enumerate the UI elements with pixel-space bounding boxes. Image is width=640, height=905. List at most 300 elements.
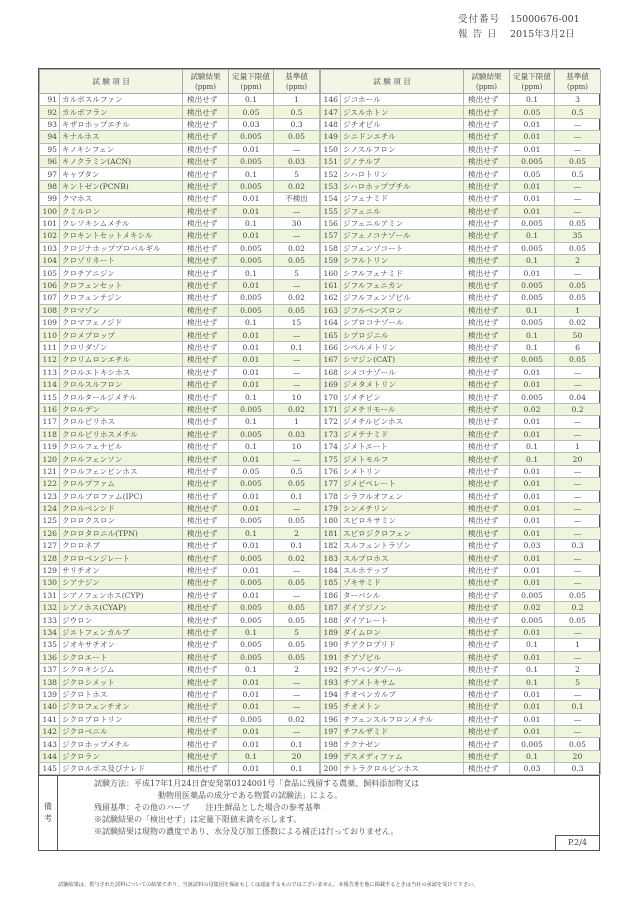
table-row xyxy=(321,230,601,242)
standard-value: 0.02 xyxy=(274,552,320,564)
item-name: クロルベンシド xyxy=(60,502,183,514)
table-row xyxy=(321,205,601,217)
quantitation-limit: 0.1 xyxy=(229,391,274,403)
standard-value: 0.04 xyxy=(555,391,601,403)
standard-value: — xyxy=(274,378,320,390)
table-row xyxy=(321,626,601,638)
test-result: 検出せず xyxy=(464,663,510,675)
test-result: 検出せず xyxy=(183,106,229,118)
test-result: 検出せず xyxy=(183,217,229,229)
item-name: シプロコナゾール xyxy=(341,317,464,329)
test-result: 検出せず xyxy=(464,329,510,341)
item-name: クミルロン xyxy=(60,205,183,217)
standard-value: — xyxy=(555,267,601,279)
item-name: ジノテルブ xyxy=(341,155,464,167)
row-number: 156 xyxy=(321,217,341,229)
test-result: 検出せず xyxy=(464,651,510,663)
item-name: ジフルフェニカン xyxy=(341,279,464,291)
row-number: 141 xyxy=(40,713,60,725)
table-row xyxy=(40,465,320,477)
quantitation-limit: 0.1 xyxy=(229,750,274,762)
table-row xyxy=(40,440,320,452)
quantitation-limit: 0.01 xyxy=(229,341,274,353)
table-row xyxy=(40,255,320,267)
item-name: ジフェニル xyxy=(341,205,464,217)
standard-value: — xyxy=(274,279,320,291)
test-result: 検出せず xyxy=(183,763,229,775)
standard-value: 0.1 xyxy=(274,540,320,552)
results-table-right xyxy=(320,69,600,775)
row-number: 179 xyxy=(321,502,341,514)
standard-value: 0.05 xyxy=(555,217,601,229)
item-name: ダイアレート xyxy=(341,614,464,626)
quantitation-limit: 0.05 xyxy=(510,106,555,118)
item-name: ジクロルボス及びナレド xyxy=(60,763,183,775)
standard-value: 3 xyxy=(555,94,601,106)
row-number: 122 xyxy=(40,478,60,490)
item-name: クロフェンテジン xyxy=(60,292,183,304)
quantitation-limit: 0.1 xyxy=(229,440,274,452)
table-row xyxy=(321,292,601,304)
standard-value: — xyxy=(555,193,601,205)
test-result: 検出せず xyxy=(464,738,510,750)
quantitation-limit: 0.01 xyxy=(510,725,555,737)
report-date-label: 報 告 日 xyxy=(458,29,498,40)
quantitation-limit: 0.1 xyxy=(510,341,555,353)
table-row xyxy=(321,564,601,576)
quantitation-limit: 0.03 xyxy=(229,118,274,130)
quantitation-limit: 0.1 xyxy=(229,317,274,329)
standard-value: — xyxy=(274,564,320,576)
row-number: 144 xyxy=(40,750,60,762)
table-row xyxy=(40,738,320,750)
table-row xyxy=(40,118,320,130)
remarks-body xyxy=(58,776,599,850)
test-result: 検出せず xyxy=(464,589,510,601)
standard-value: 0.02 xyxy=(274,292,320,304)
item-name: カルボスルファン xyxy=(60,94,183,106)
standard-value: — xyxy=(274,366,320,378)
test-result: 検出せず xyxy=(464,193,510,205)
quantitation-limit: 0.005 xyxy=(229,242,274,254)
item-name: クロルプファム xyxy=(60,478,183,490)
item-name: クレソキシムメチル xyxy=(60,217,183,229)
item-name: ターバシル xyxy=(341,589,464,601)
item-name: ジスルホトン xyxy=(341,106,464,118)
item-name: シアノホス(CYAP) xyxy=(60,602,183,614)
right-table-body xyxy=(321,94,601,775)
row-number: 143 xyxy=(40,738,60,750)
table-row xyxy=(40,230,320,242)
standard-value: 0.2 xyxy=(555,602,601,614)
quantitation-limit: 0.005 xyxy=(510,292,555,304)
item-name: キナルホス xyxy=(60,131,183,143)
item-name: シニドンエチル xyxy=(341,131,464,143)
test-result: 検出せず xyxy=(183,403,229,415)
test-result: 検出せず xyxy=(183,193,229,205)
results-table-left xyxy=(39,69,320,775)
row-number: 109 xyxy=(40,317,60,329)
quantitation-limit: 0.01 xyxy=(510,131,555,143)
standard-value: 2 xyxy=(274,527,320,539)
quantitation-limit: 0.01 xyxy=(510,478,555,490)
standard-value: 0.1 xyxy=(555,701,601,713)
table-row xyxy=(321,440,601,452)
column-header-standard: 基準値 (ppm) xyxy=(274,70,320,94)
quantitation-limit: 0.03 xyxy=(510,763,555,775)
test-result: 検出せず xyxy=(464,94,510,106)
row-number: 119 xyxy=(40,440,60,452)
test-result: 検出せず xyxy=(183,626,229,638)
test-result: 検出せず xyxy=(183,255,229,267)
quantitation-limit: 0.005 xyxy=(229,304,274,316)
quantitation-limit: 0.1 xyxy=(510,676,555,688)
standard-value: 0.05 xyxy=(555,589,601,601)
row-number: 140 xyxy=(40,701,60,713)
standard-value: — xyxy=(274,688,320,700)
item-name: ジメチリモール xyxy=(341,403,464,415)
standard-value: — xyxy=(274,453,320,465)
test-result: 検出せず xyxy=(183,663,229,675)
table-row xyxy=(40,515,320,527)
test-result: 検出せず xyxy=(183,267,229,279)
item-name: キザロホップエチル xyxy=(60,118,183,130)
test-result: 検出せず xyxy=(464,540,510,552)
item-name: クロキントセットメキシル xyxy=(60,230,183,242)
standard-value: 0.05 xyxy=(274,577,320,589)
test-result: 検出せず xyxy=(183,155,229,167)
standard-value: 0.2 xyxy=(555,403,601,415)
standard-value: 0.05 xyxy=(274,131,320,143)
table-row xyxy=(40,453,320,465)
row-number: 177 xyxy=(321,478,341,490)
item-name: クロルデン xyxy=(60,403,183,415)
standard-value: 0.05 xyxy=(555,614,601,626)
row-number: 199 xyxy=(321,750,341,762)
row-number: 128 xyxy=(40,552,60,564)
standard-value: 0.05 xyxy=(555,242,601,254)
table-row xyxy=(40,292,320,304)
test-result: 検出せず xyxy=(464,366,510,378)
test-result: 検出せず xyxy=(464,614,510,626)
row-number: 152 xyxy=(321,168,341,180)
row-number: 134 xyxy=(40,626,60,638)
column-header-lod: 定量下限値 (ppm) xyxy=(510,70,555,94)
standard-value: 0.1 xyxy=(274,490,320,502)
item-name: ジコホール xyxy=(341,94,464,106)
column-header-lod: 定量下限値 (ppm) xyxy=(229,70,274,94)
table-row xyxy=(321,317,601,329)
table-row xyxy=(40,217,320,229)
quantitation-limit: 0.005 xyxy=(229,292,274,304)
test-result: 検出せず xyxy=(464,577,510,589)
item-name: テトラクロルビンホス xyxy=(341,763,464,775)
quantitation-limit: 0.01 xyxy=(510,193,555,205)
test-result: 検出せず xyxy=(183,292,229,304)
standard-value: — xyxy=(555,366,601,378)
table-row xyxy=(40,329,320,341)
table-row xyxy=(321,180,601,192)
table-row xyxy=(40,577,320,589)
item-name: スピロキサミン xyxy=(341,515,464,527)
standard-value: 1 xyxy=(555,440,601,452)
standard-value: 0.02 xyxy=(555,317,601,329)
row-number: 173 xyxy=(321,428,341,440)
test-result: 検出せず xyxy=(464,502,510,514)
standard-value: 0.3 xyxy=(555,540,601,552)
row-number: 178 xyxy=(321,490,341,502)
row-number: 174 xyxy=(321,440,341,452)
table-row xyxy=(321,279,601,291)
table-row xyxy=(40,131,320,143)
table-row xyxy=(40,490,320,502)
test-method-cont: 動物用医薬品の成分である物質の試験法」による。 xyxy=(158,791,342,801)
table-row xyxy=(40,725,320,737)
table-row xyxy=(40,416,320,428)
standard-value: 1 xyxy=(555,639,601,651)
row-number: 127 xyxy=(40,540,60,552)
row-number: 196 xyxy=(321,713,341,725)
table-row xyxy=(40,639,320,651)
test-result: 検出せず xyxy=(183,118,229,130)
table-row xyxy=(40,478,320,490)
table-row xyxy=(40,267,320,279)
standard-value: 50 xyxy=(555,329,601,341)
table-row xyxy=(321,602,601,614)
row-number: 147 xyxy=(321,106,341,118)
row-number: 189 xyxy=(321,626,341,638)
row-number: 175 xyxy=(321,453,341,465)
test-result: 検出せず xyxy=(183,577,229,589)
item-name: キントゼン(PCNB) xyxy=(60,180,183,192)
quantitation-limit: 0.01 xyxy=(229,366,274,378)
test-result: 検出せず xyxy=(464,279,510,291)
test-result: 検出せず xyxy=(464,168,510,180)
quantitation-limit: 0.1 xyxy=(229,663,274,675)
quantitation-limit: 0.01 xyxy=(510,267,555,279)
item-name: カルボフラン xyxy=(60,106,183,118)
item-name: スルホテップ xyxy=(341,564,464,576)
table-row xyxy=(321,651,601,663)
quantitation-limit: 0.01 xyxy=(510,465,555,477)
test-result: 検出せず xyxy=(183,564,229,576)
quantitation-limit: 0.1 xyxy=(510,230,555,242)
test-result: 検出せず xyxy=(464,701,510,713)
quantitation-limit: 0.01 xyxy=(229,738,274,750)
standard-value: 0.1 xyxy=(274,763,320,775)
row-number: 155 xyxy=(321,205,341,217)
test-result: 検出せず xyxy=(464,267,510,279)
row-number: 138 xyxy=(40,676,60,688)
row-number: 182 xyxy=(321,540,341,552)
test-result: 検出せず xyxy=(464,552,510,564)
standard-value: 0.05 xyxy=(274,639,320,651)
remarks-section xyxy=(39,775,599,850)
item-name: シクロキシジム xyxy=(60,663,183,675)
standard-value: 0.05 xyxy=(555,292,601,304)
standard-value: — xyxy=(555,205,601,217)
row-number: 92 xyxy=(40,106,60,118)
test-result: 検出せず xyxy=(183,478,229,490)
footer-disclaimer: 試験結果は、供与された試料についての結果であり、当該試料の母集団を保証もしくは認証するものではございません。本報告書を他に掲載するときは当社の承認を受けて下さい。 xyxy=(58,882,479,888)
table-row xyxy=(40,378,320,390)
quantitation-limit: 0.1 xyxy=(229,168,274,180)
test-result: 検出せず xyxy=(183,354,229,366)
receipt-number-label: 受付番号 xyxy=(458,14,501,25)
item-name: ジメテナミド xyxy=(341,428,464,440)
standard-value: — xyxy=(555,428,601,440)
standard-value: 0.05 xyxy=(274,651,320,663)
residue-standard: 残留基準：その他のハーブ 注)生鮮品とした場合の参考基準 xyxy=(94,803,321,813)
test-result: 検出せず xyxy=(464,403,510,415)
table-row xyxy=(321,763,601,775)
test-result: 検出せず xyxy=(183,515,229,527)
item-name: ゾキサミド xyxy=(341,577,464,589)
quantitation-limit: 0.005 xyxy=(510,155,555,167)
table-row xyxy=(321,577,601,589)
item-name: クロメプロップ xyxy=(60,329,183,341)
test-result: 検出せず xyxy=(464,676,510,688)
row-number: 100 xyxy=(40,205,60,217)
standard-value: 6 xyxy=(555,341,601,353)
item-name: シアノフェンホス(CYP) xyxy=(60,589,183,601)
quantitation-limit: 0.01 xyxy=(510,502,555,514)
item-name: シラフルオフェン xyxy=(341,490,464,502)
test-result: 検出せず xyxy=(183,131,229,143)
test-result: 検出せず xyxy=(183,552,229,564)
item-name: ジクロシメット xyxy=(60,676,183,688)
row-number: 111 xyxy=(40,341,60,353)
quantitation-limit: 0.01 xyxy=(229,193,274,205)
quantitation-limit: 0.01 xyxy=(510,564,555,576)
item-name: クロルスルフロン xyxy=(60,378,183,390)
row-number: 112 xyxy=(40,354,60,366)
item-name: シクロプロトリン xyxy=(60,713,183,725)
test-result: 検出せず xyxy=(464,217,510,229)
report-date: 2015年3月2日 xyxy=(510,29,575,40)
quantitation-limit: 0.01 xyxy=(510,515,555,527)
item-name: ジクロラン xyxy=(60,750,183,762)
table-row xyxy=(321,428,601,440)
item-name: ジフェニルアミン xyxy=(341,217,464,229)
table-row xyxy=(40,304,320,316)
test-result: 検出せず xyxy=(464,564,510,576)
item-name: ジメトエート xyxy=(341,440,464,452)
row-number: 187 xyxy=(321,602,341,614)
test-result: 検出せず xyxy=(183,527,229,539)
item-name: クロリダゾン xyxy=(60,341,183,353)
test-result: 検出せず xyxy=(183,676,229,688)
standard-value: — xyxy=(555,515,601,527)
row-number: 184 xyxy=(321,564,341,576)
test-result: 検出せず xyxy=(464,205,510,217)
table-row xyxy=(321,304,601,316)
test-result: 検出せず xyxy=(183,540,229,552)
remarks-label: 備 考 xyxy=(39,776,58,850)
test-result: 検出せず xyxy=(183,453,229,465)
test-result: 検出せず xyxy=(183,738,229,750)
quantitation-limit: 0.005 xyxy=(229,614,274,626)
item-name: ジメトモルフ xyxy=(341,453,464,465)
standard-value: — xyxy=(555,564,601,576)
test-result: 検出せず xyxy=(183,465,229,477)
quantitation-limit: 0.01 xyxy=(229,205,274,217)
table-row xyxy=(321,193,601,205)
row-number: 136 xyxy=(40,651,60,663)
table-row xyxy=(40,750,320,762)
quantitation-limit: 0.005 xyxy=(510,317,555,329)
row-number: 131 xyxy=(40,589,60,601)
standard-value: 2 xyxy=(274,663,320,675)
item-name: クロマフェノジド xyxy=(60,317,183,329)
quantitation-limit: 0.01 xyxy=(229,230,274,242)
item-name: シクロエート xyxy=(60,651,183,663)
item-name: クロリムロンエチル xyxy=(60,354,183,366)
quantitation-limit: 0.01 xyxy=(229,329,274,341)
test-result: 検出せず xyxy=(183,205,229,217)
quantitation-limit: 0.005 xyxy=(229,131,274,143)
quantitation-limit: 0.01 xyxy=(510,701,555,713)
standard-value: — xyxy=(555,502,601,514)
standard-value: 2 xyxy=(555,663,601,675)
item-name: クロロタロニル(TPN) xyxy=(60,527,183,539)
table-row xyxy=(40,155,320,167)
table-row xyxy=(321,143,601,155)
note-concentration: ※試験結果は現物の濃度であり、水分及び加工係数による補正は行っておりません。 xyxy=(94,827,399,837)
quantitation-limit: 0.01 xyxy=(510,118,555,130)
test-result: 検出せず xyxy=(183,589,229,601)
item-name: チアメトキサム xyxy=(341,676,464,688)
test-result: 検出せず xyxy=(183,701,229,713)
standard-value: 0.05 xyxy=(274,478,320,490)
test-result: 検出せず xyxy=(183,279,229,291)
table-row xyxy=(321,750,601,762)
table-row xyxy=(40,193,320,205)
quantitation-limit: 0.01 xyxy=(510,378,555,390)
row-number: 133 xyxy=(40,614,60,626)
test-result: 検出せず xyxy=(464,428,510,440)
quantitation-limit: 0.01 xyxy=(510,577,555,589)
table-row xyxy=(321,527,601,539)
test-result: 検出せず xyxy=(464,639,510,651)
row-number: 194 xyxy=(321,688,341,700)
test-result: 検出せず xyxy=(464,118,510,130)
test-method: 試験方法：平成17年1月24日食安発第0124001号「食品に残留する農薬、飼料添加物又は xyxy=(94,779,420,789)
item-name: チオベンカルブ xyxy=(341,688,464,700)
row-number: 190 xyxy=(321,639,341,651)
quantitation-limit: 0.01 xyxy=(510,688,555,700)
standard-value: 0.02 xyxy=(274,403,320,415)
quantitation-limit: 0.005 xyxy=(510,589,555,601)
row-number: 108 xyxy=(40,304,60,316)
row-number: 191 xyxy=(321,651,341,663)
quantitation-limit: 0.01 xyxy=(510,143,555,155)
test-result: 検出せず xyxy=(464,378,510,390)
row-number: 106 xyxy=(40,279,60,291)
table-row xyxy=(321,131,601,143)
row-number: 170 xyxy=(321,391,341,403)
test-result: 検出せず xyxy=(464,143,510,155)
standard-value: 0.1 xyxy=(274,738,320,750)
row-number: 102 xyxy=(40,230,60,242)
quantitation-limit: 0.01 xyxy=(229,589,274,601)
item-name: スピロジクロフェン xyxy=(341,527,464,539)
item-name: チオメトン xyxy=(341,701,464,713)
row-number: 160 xyxy=(321,267,341,279)
column-header-result: 試験結果 (ppm) xyxy=(183,70,229,94)
standard-value: 10 xyxy=(274,391,320,403)
table-row xyxy=(321,106,601,118)
